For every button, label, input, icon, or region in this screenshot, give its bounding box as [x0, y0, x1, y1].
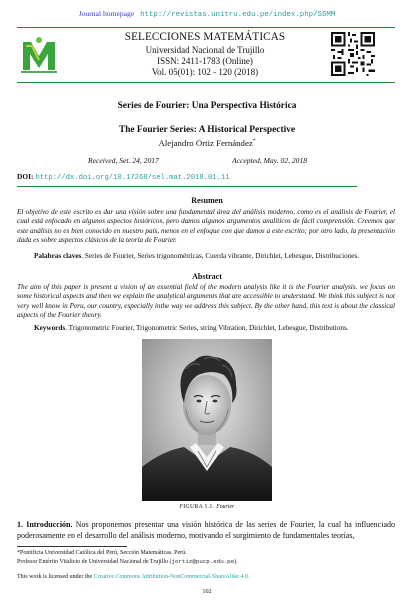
palabras-claves-text: . Series de Fourier, Series trigonométricas, Cuerda vibrante, Dirichlet, Lebesgue, Distribuciones.: [81, 252, 360, 260]
license-link[interactable]: Creative Commons Attribution-NonCommercial-ShareAlike 4.0.: [93, 574, 250, 580]
license-line: [17, 574, 249, 580]
doi-line: [17, 172, 230, 182]
journal-homepage-line: [0, 9, 414, 19]
article-title-spanish: Series de Fourier: Una Perspectiva Histórica: [117, 101, 297, 111]
palabras-claves-label: Palabras claves: [34, 252, 82, 260]
introduction-heading: 1. Introducción.: [17, 520, 73, 529]
figure-caption: [0, 504, 414, 510]
volume-info: Vol. 05(01): 102 - 120 (2018): [151, 67, 259, 77]
author-footnote-mark: *: [252, 138, 256, 145]
university-name: Universidad Nacional de Trujillo: [145, 45, 265, 55]
fourier-portrait-image: [142, 339, 272, 501]
issn: ISSN: 2411-1783 (Online): [157, 56, 253, 66]
resumen-body: El objetivo de este escrito es dar una visión sobre una fundamental área del análisis moderno, como es el análisis de Fourier, el cual está enfocado en algunos aspectos históricos, pero damos algunos argumentos analíticos de fácil comprensión. Creemos que este análisis no es bien conocido en nuestro país, menos en el enfoque con que damos a este escrito; por otro lado, la presentación dada es sobre aspectos clásicos de la teoría de Fourier.: [17, 208, 395, 244]
footnote-affiliation: *Pontificia Universidad Católica del Perú, Sección Matemáticas. Perú.: [17, 550, 187, 556]
article-title-english: The Fourier Series: A Historical Perspective: [118, 125, 296, 135]
palabras-claves: [34, 252, 395, 261]
doi-label: DOI:: [17, 172, 34, 181]
figure-caption-label: FIGURA 1.1.: [179, 504, 215, 510]
homepage-label: Journal homepage: [78, 9, 135, 18]
author-line: [0, 138, 414, 148]
keywords: [34, 324, 395, 333]
figure-caption-text: Fourier: [216, 504, 235, 510]
doi-divider: [17, 186, 357, 187]
journal-title: SELECCIONES MATEMÁTICAS: [124, 31, 286, 43]
keywords-label: Keywords: [34, 324, 66, 332]
page-number: 102: [202, 588, 212, 595]
footnote-divider: [17, 546, 127, 547]
qr-code-icon: [331, 32, 375, 76]
footnote-position-suffix: ).: [234, 559, 238, 565]
keywords-text: . Trigonometric Fourier, Trigonometric Series, string Vibration, Dirichlet, Lebesgue, Distributions.: [65, 324, 349, 332]
footnote-position: [17, 558, 395, 566]
accepted-date: Accepted, May. 02, 2018: [232, 156, 308, 165]
abstract-body: The aim of this paper is present a vision of an essential field of the modern analysis like it is the Fourier analysis. we focus on some historical aspects and then we explain the analytical arguments that are accessible to understand. We think this subject is not very well know in Peru, our country, especially inthe way we address this subject. By the other hand, this text is about the classical aspects of the Fourier theory.: [17, 283, 395, 319]
resumen-heading: Resumen: [191, 196, 223, 205]
license-text: This work is licensed under the: [17, 574, 94, 580]
author-email-link[interactable]: jortiz@pucp.edu.pe: [171, 558, 235, 565]
doi-link[interactable]: http://dx.doi.org/10.17268/sel.mat.2018.01.11: [35, 174, 230, 182]
author-name: Alejandro Ortiz Fernández: [158, 138, 253, 148]
received-date: Received, Set. 24, 2017: [88, 156, 159, 165]
introduction-paragraph: [17, 520, 395, 541]
journal-logo-icon: [17, 32, 61, 76]
introduction-body: Nos proponemos presentar una visión histórica de las series de Fourier, la cual ha influenciado poderosamente en el desarrollo del análisis moderno, motivando el surgimiento de fundamentales teorías,: [17, 520, 395, 540]
homepage-url-link[interactable]: http://revistas.unitru.edu.pe/index.php/SSMM: [140, 11, 336, 19]
footnote-position-text: Profesor Emérito Vitalicio de Universidad Nacional de Trujillo (: [17, 559, 172, 565]
abstract-heading: Abstract: [192, 272, 222, 281]
